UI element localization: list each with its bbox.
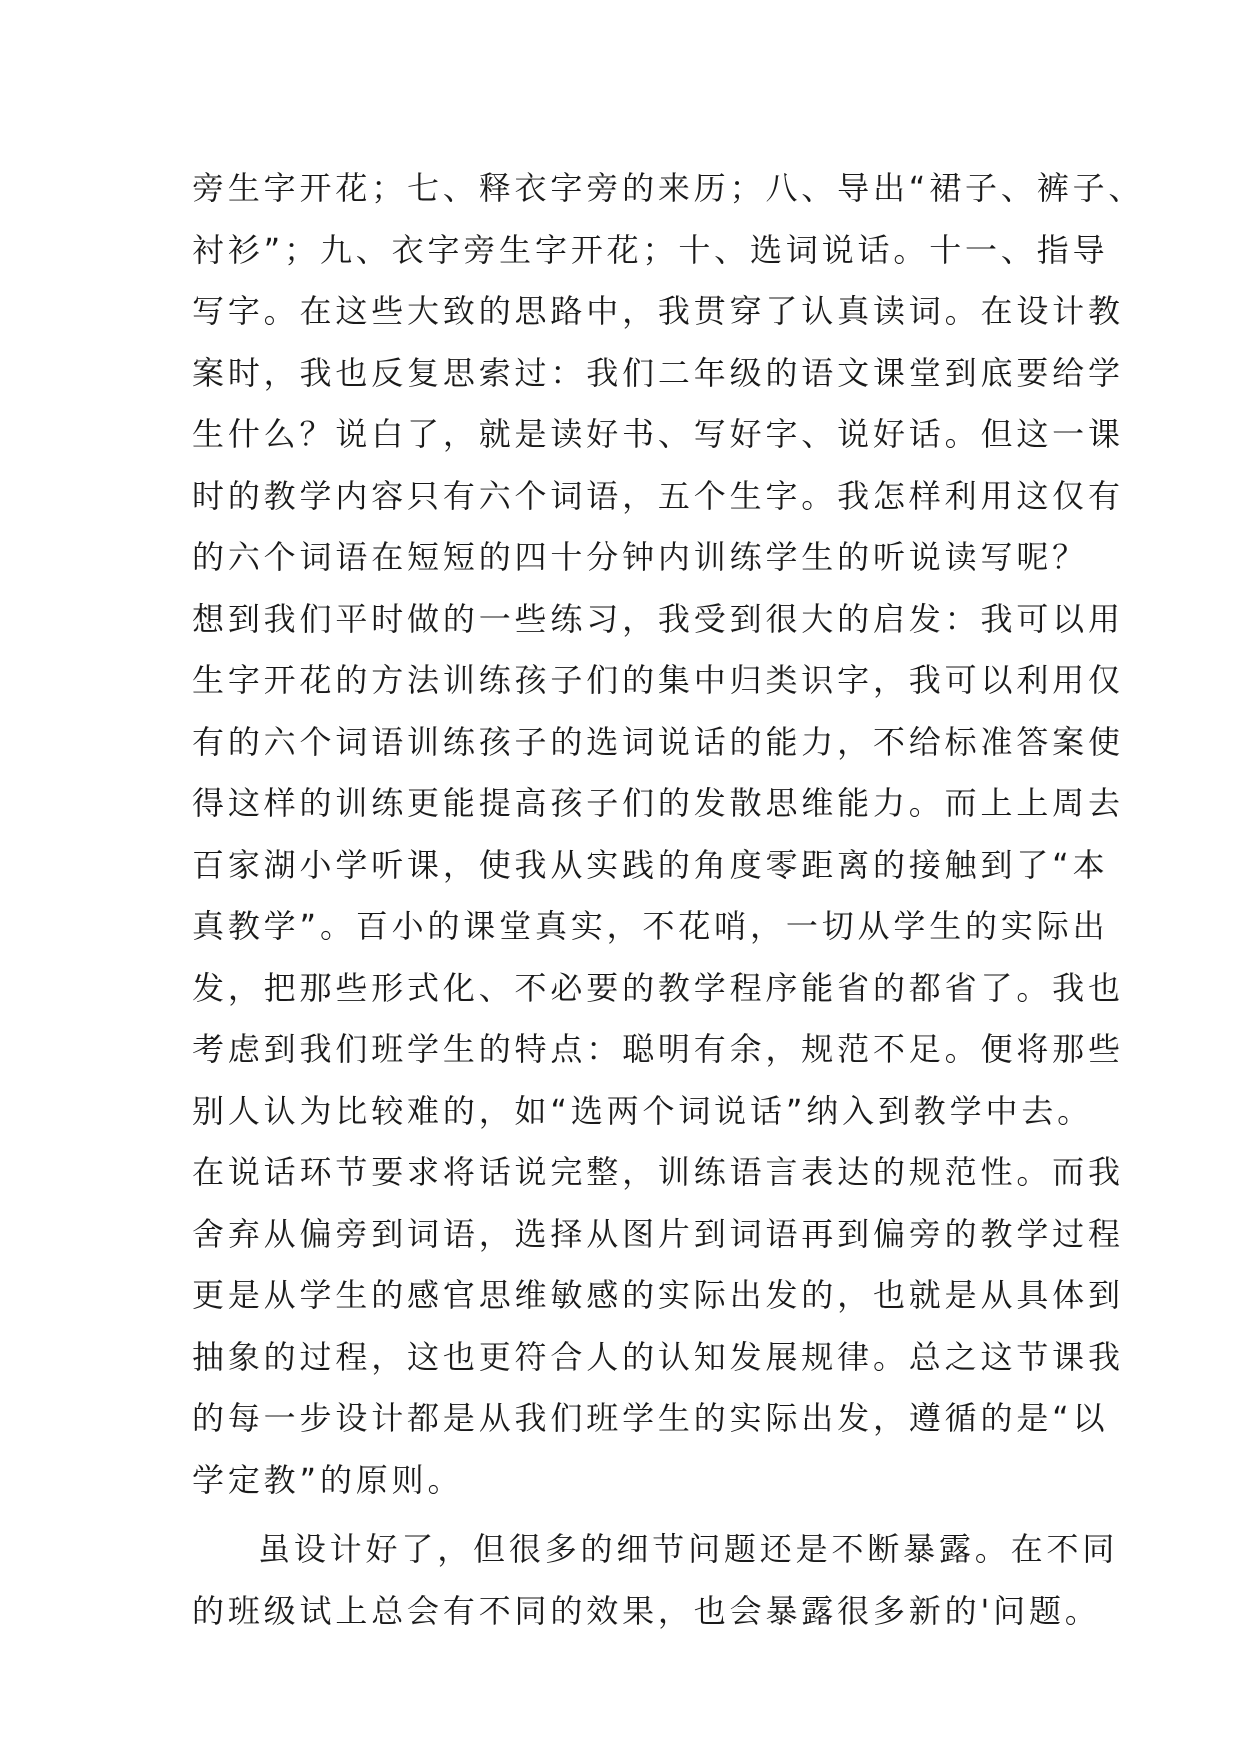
text-line: 生字开花的方法训练孩子们的集中归类识字，我可以利用仅 [192,661,1124,699]
text-line: 案时，我也反复思索过：我们二年级的语文课堂到底要给学 [192,353,1124,392]
text-line: 别人认为比较难的，如“选两个词说话”纳入到教学中去。 [192,1091,1093,1130]
text-line: 舍弃从偏旁到词语，选择从图片到词语再到偏旁的教学过程 [192,1214,1124,1253]
text-line: 发，把那些形式化、不必要的教学程序能省的都省了。我也 [192,968,1124,1007]
text-line: 学定教”的原则。 [192,1460,464,1499]
text-line: 真教学”。百小的课堂真实，不花哨，一切从学生的实际出 [192,907,1109,945]
text-line: 抽象的过程，这也更符合人的认知发展规律。总之这节课我 [192,1337,1124,1376]
text-line: 写字。在这些大致的思路中，我贯穿了认真读词。在设计教 [192,292,1124,330]
text-line: 在说话环节要求将话说完整，训练语言表达的规范性。而我 [192,1153,1124,1191]
paragraph-1 [192,158,1145,1511]
text-line: 的每一步设计都是从我们班学生的实际出发，遵循的是“以 [192,1399,1109,1437]
text-line: 时的教学内容只有六个词语，五个生字。我怎样利用这仅有 [192,476,1124,515]
text-line: 衬衫”；九、衣字旁生字开花；十、选词说话。十一、指导 [192,230,1109,269]
text-line: 的六个词语在短短的四十分钟内训练学生的听说读写呢？ [192,538,1089,576]
paragraph-spacer [192,1511,1072,1519]
text-line: 百家湖小学听课，使我从实践的角度零距离的接触到了“本 [192,845,1109,884]
paragraph-2 [192,1519,1119,1642]
text-line: 想到我们平时做的一些练习，我受到很大的启发：我可以用 [192,599,1124,638]
text-line: 更是从学生的感官思维敏感的实际出发的，也就是从具体到 [192,1276,1124,1314]
text-line: 有的六个词语训练孩子的选词说话的能力，不给标准答案使 [192,722,1124,761]
text-line: 考虑到我们班学生的特点：聪明有余，规范不足。便将那些 [192,1030,1124,1068]
body-text [192,158,1145,1642]
text-line: 的班级试上总会有不同的效果，也会暴露很多新的'问题。 [192,1591,1101,1630]
text-line: 得这样的训练更能提高孩子们的发散思维能力。而上上周去 [192,784,1124,822]
text-line: 虽设计好了，但很多的细节问题还是不断暴露。在不同 [258,1530,1119,1568]
text-line: 旁生字开花；七、释衣字旁的来历；八、导出“裙子、裤子、 [192,169,1145,207]
text-line: 生什么？说白了，就是读好书、写好字、说好话。但这一课 [192,415,1124,453]
